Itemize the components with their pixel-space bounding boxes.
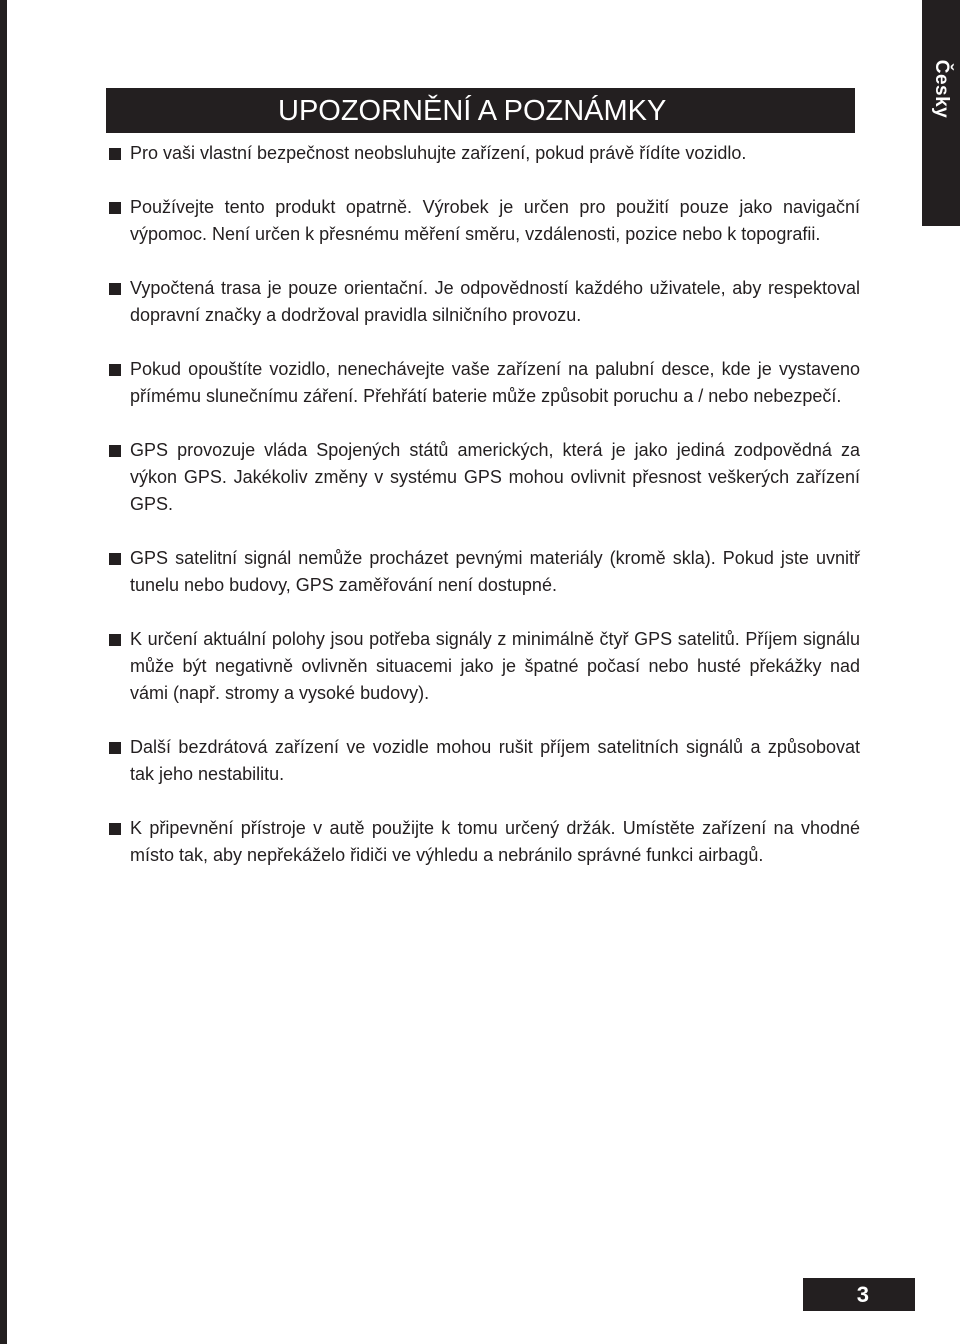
square-bullet-icon [109,553,121,565]
square-bullet-icon [109,634,121,646]
language-tab-label: Česky [931,59,952,119]
list-item-text: K připevnění přístroje v autě použijte k tomu určený držák. Umístěte zařízení na vhodné místo tak, aby nepřekáželo řidiči ve výhledu a nebránilo správné funkci airbagů. [130,818,860,865]
left-margin-rule [0,0,7,1344]
list-item-text: Pro vaši vlastní bezpečnost neobsluhujte zařízení, pokud právě řídíte vozidlo. [130,143,747,163]
list-item-text: K určení aktuální polohy jsou potřeba signály z minimálně čtyř GPS satelitů. Příjem signálu může být negativně ovlivněn situacemi jako je špatné počasí nebo husté překážky nad vámi (např. stromy a vysoké budovy). [130,629,860,703]
page-number: 3 [856,1282,869,1307]
square-bullet-icon [109,823,121,835]
list-item [106,626,860,707]
page-title: UPOZORNĚNÍ A POZNÁMKY [278,95,667,127]
page-number-box [803,1278,915,1311]
list-item-text: GPS provozuje vláda Spojených států amerických, která je jako jediná zodpovědná za výkon GPS. Jakékoliv změny v systému GPS mohou ovlivnit přesnost veškerých zařízení GPS. [130,440,860,514]
list-item-text: Další bezdrátová zařízení ve vozidle mohou rušit příjem satelitních signálů a způsobovat tak jeho nestabilitu. [130,737,860,784]
language-tab [922,0,960,226]
square-bullet-icon [109,148,121,160]
section-title-bar [106,88,855,133]
list-item-text: Vypočtená trasa je pouze orientační. Je odpovědností každého uživatele, aby respektoval dopravní značky a dodržoval pravidla silničního provozu. [130,278,860,325]
list-item-text: Používejte tento produkt opatrně. Výrobek je určen pro použití pouze jako navigační výpomoc. Není určen k přesnému měření směru, vzdálenosti, pozice nebo k topografii. [130,197,860,244]
list-item [106,734,860,788]
list-item [106,356,860,410]
square-bullet-icon [109,283,121,295]
square-bullet-icon [109,202,121,214]
square-bullet-icon [109,364,121,376]
list-item-text: Pokud opouštíte vozidlo, nenechávejte vaše zařízení na palubní desce, kde je vystaveno přímému slunečnímu záření. Přehřátí baterie může způsobit poruchu a / nebo nebezpečí. [130,359,860,406]
list-item-text: GPS satelitní signál nemůže procházet pevnými materiály (kromě skla). Pokud jste uvnitř tunelu nebo budovy, GPS zaměřování není dostupné. [130,548,860,595]
square-bullet-icon [109,445,121,457]
list-item [106,545,860,599]
list-item [106,815,860,869]
square-bullet-icon [109,742,121,754]
list-item [106,275,860,329]
list-item [106,194,860,248]
list-item [106,140,860,167]
list-item [106,437,860,518]
notice-list [106,140,860,896]
